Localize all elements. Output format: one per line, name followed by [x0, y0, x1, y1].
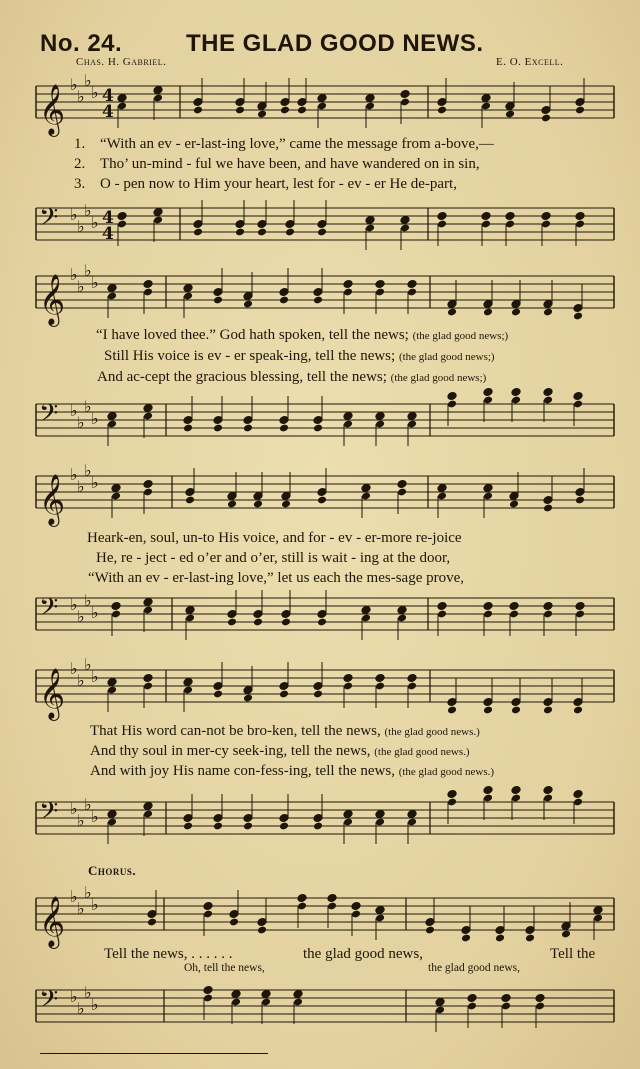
time-signature: 4	[102, 224, 114, 244]
note-head	[343, 674, 353, 683]
note-head	[407, 674, 417, 683]
note-head	[511, 388, 521, 397]
note-head	[343, 810, 353, 819]
note-head	[243, 822, 253, 831]
note-head	[117, 94, 127, 103]
note-head	[107, 284, 117, 293]
note-head	[573, 790, 583, 799]
note-head	[183, 284, 193, 293]
bass-staff-3	[0, 588, 640, 648]
note-head	[317, 94, 327, 103]
note-head	[511, 308, 521, 317]
flat-icon: ♭	[84, 397, 92, 416]
note-head	[243, 300, 253, 309]
note-head	[561, 930, 571, 939]
note-head	[313, 822, 323, 831]
note-head	[425, 926, 435, 935]
flat-icon: ♭	[77, 899, 85, 918]
note-head	[573, 392, 583, 401]
note-head	[281, 618, 291, 627]
flat-icon: ♭	[77, 277, 85, 296]
note-head	[231, 990, 241, 999]
note-head	[297, 894, 307, 903]
flat-icon: ♭	[77, 413, 85, 432]
note-head	[107, 678, 117, 687]
verse-line: And ac-cept the gracious blessing, tell the news; (the glad good news;)	[97, 369, 487, 385]
bass-staff-1	[0, 196, 640, 256]
note-head	[193, 106, 203, 115]
note-head	[351, 902, 361, 911]
note-head	[361, 606, 371, 615]
note-head	[525, 934, 535, 943]
flat-icon: ♭	[84, 655, 92, 674]
bass-clef-icon: 𝄢	[39, 203, 59, 238]
flat-icon: ♭	[91, 895, 99, 914]
note-head	[147, 918, 157, 927]
note-head	[461, 934, 471, 943]
flat-icon: ♭	[91, 409, 99, 428]
note-head	[279, 690, 289, 699]
composer-credit: E. O. Excell.	[496, 56, 564, 68]
note-head	[313, 296, 323, 305]
treble-staff-chorus	[0, 880, 640, 950]
flat-icon: ♭	[70, 659, 78, 678]
note-head	[535, 994, 545, 1003]
hymn-number: No. 24.	[40, 30, 123, 57]
note-head	[483, 484, 493, 493]
note-head	[185, 496, 195, 505]
note-head	[143, 598, 153, 607]
note-head	[143, 674, 153, 683]
note-head	[317, 618, 327, 627]
treble-clef-icon: 𝄞	[39, 474, 66, 525]
note-head	[437, 212, 447, 221]
note-head	[375, 810, 385, 819]
note-head	[257, 228, 267, 237]
note-head	[227, 618, 237, 627]
note-head	[279, 296, 289, 305]
flat-icon: ♭	[77, 811, 85, 830]
flat-icon: ♭	[84, 261, 92, 280]
treble-staff-1	[0, 71, 640, 138]
note-head	[203, 902, 213, 911]
note-head	[501, 994, 511, 1003]
flat-icon: ♭	[84, 591, 92, 610]
note-head	[575, 106, 585, 115]
bass-clef-icon: 𝄢	[39, 797, 59, 832]
note-head	[243, 694, 253, 703]
note-head	[235, 228, 245, 237]
copyright-rule	[40, 1053, 268, 1054]
verse-line: He, re - ject - ed o’er and o’er, still is wait - ing at the door,	[96, 550, 451, 566]
note-head	[483, 308, 493, 317]
note-head	[483, 602, 493, 611]
note-head	[407, 810, 417, 819]
note-head	[481, 212, 491, 221]
note-head	[285, 228, 295, 237]
note-head	[511, 706, 521, 715]
note-head	[317, 228, 327, 237]
verse-line: And with joy His name con-fess-ing, tell the news, (the glad good news.)	[90, 763, 495, 779]
note-head	[153, 86, 163, 95]
note-head	[495, 934, 505, 943]
note-head	[117, 212, 127, 221]
note-head	[447, 790, 457, 799]
note-head	[505, 110, 515, 119]
time-signature: 4	[102, 208, 114, 228]
note-head	[365, 94, 375, 103]
lyricist-credit: Chas. H. Gabriel.	[76, 56, 167, 68]
note-head	[143, 404, 153, 413]
chorus-line: Tell the	[550, 946, 596, 962]
note-head	[481, 94, 491, 103]
note-head	[365, 216, 375, 225]
note-head	[573, 706, 583, 715]
verse-line: Heark-en, soul, un-to His voice, and for - ev - er-more re-joice	[87, 530, 462, 546]
note-head	[281, 500, 291, 509]
flat-icon: ♭	[70, 75, 78, 94]
flat-icon: ♭	[77, 999, 85, 1018]
flat-icon: ♭	[91, 213, 99, 232]
note-head	[257, 926, 267, 935]
flat-icon: ♭	[84, 883, 92, 902]
treble-clef-icon: 𝄞	[39, 274, 66, 325]
note-head	[213, 296, 223, 305]
flat-icon: ♭	[77, 671, 85, 690]
flat-icon: ♭	[84, 983, 92, 1002]
bass-clef-icon: 𝄢	[39, 985, 59, 1020]
note-head	[203, 986, 213, 995]
note-head	[183, 424, 193, 433]
hymn-title: THE GLAD GOOD NEWS.	[186, 30, 484, 57]
note-head	[375, 412, 385, 421]
flat-icon: ♭	[91, 603, 99, 622]
note-head	[313, 424, 323, 433]
note-head	[543, 388, 553, 397]
flat-icon: ♭	[70, 205, 78, 224]
note-head	[483, 786, 493, 795]
flat-icon: ♭	[84, 201, 92, 220]
flat-icon: ♭	[84, 71, 92, 90]
note-head	[543, 308, 553, 317]
note-head	[193, 228, 203, 237]
flat-icon: ♭	[91, 273, 99, 292]
note-head	[400, 216, 410, 225]
note-head	[257, 110, 267, 119]
note-head	[111, 602, 121, 611]
note-head	[111, 484, 121, 493]
note-head	[447, 392, 457, 401]
bass-staff-chorus	[0, 978, 640, 1040]
note-head	[107, 810, 117, 819]
note-head	[143, 802, 153, 811]
bass-clef-icon: 𝄢	[39, 399, 59, 434]
note-head	[253, 500, 263, 509]
note-head	[400, 90, 410, 99]
note-head	[543, 706, 553, 715]
note-head	[227, 500, 237, 509]
note-head	[437, 602, 447, 611]
note-head	[317, 496, 327, 505]
time-signature: 4	[102, 86, 114, 106]
note-head	[261, 990, 271, 999]
note-head	[437, 484, 447, 493]
chorus-subline: Oh, tell the news,	[184, 962, 265, 974]
flat-icon: ♭	[84, 795, 92, 814]
note-head	[511, 786, 521, 795]
verse-line: And thy soul in mer-cy seek-ing, tell the news, (the glad good news.)	[90, 743, 470, 759]
note-head	[183, 822, 193, 831]
verse-line: 3. O - pen now to Him your heart, lest for - ev - er He de-part,	[74, 176, 457, 192]
treble-clef-icon: 𝄞	[39, 668, 66, 719]
note-head	[253, 618, 263, 627]
bass-clef-icon: 𝄢	[39, 593, 59, 628]
note-head	[573, 312, 583, 321]
note-head	[361, 484, 371, 493]
note-head	[293, 990, 303, 999]
chorus-label: Chorus.	[88, 863, 137, 878]
note-head	[483, 388, 493, 397]
note-head	[575, 602, 585, 611]
note-head	[143, 480, 153, 489]
note-head	[397, 606, 407, 615]
note-head	[213, 424, 223, 433]
bass-staff-4	[0, 784, 640, 862]
note-head	[575, 496, 585, 505]
flat-icon: ♭	[70, 799, 78, 818]
flat-icon: ♭	[91, 83, 99, 102]
treble-staff-4	[0, 655, 640, 730]
verse-line: 1. “With an ev - er-last-ing love,” came the message from a-bove,—	[74, 136, 494, 152]
verse-line: 2. Tho’ un-mind - ful we have been, and have wandered on in sin,	[74, 156, 480, 172]
flat-icon: ♭	[91, 807, 99, 826]
note-head	[213, 690, 223, 699]
note-head	[543, 786, 553, 795]
note-head	[343, 412, 353, 421]
note-head	[313, 690, 323, 699]
note-head	[279, 424, 289, 433]
note-head	[509, 602, 519, 611]
flat-icon: ♭	[70, 887, 78, 906]
note-head	[505, 212, 515, 221]
flat-icon: ♭	[70, 987, 78, 1006]
note-head	[543, 504, 553, 513]
flat-icon: ♭	[77, 607, 85, 626]
flat-icon: ♭	[70, 265, 78, 284]
flat-icon: ♭	[70, 595, 78, 614]
note-head	[447, 308, 457, 317]
note-head	[593, 906, 603, 915]
note-head	[435, 998, 445, 1007]
note-head	[541, 212, 551, 221]
note-head	[235, 106, 245, 115]
verse-line: “I have loved thee.” God hath spoken, tell the news; (the glad good news;)	[96, 327, 509, 343]
flat-icon: ♭	[91, 667, 99, 686]
flat-icon: ♭	[91, 473, 99, 492]
note-head	[153, 208, 163, 217]
note-head	[407, 280, 417, 289]
flat-icon: ♭	[70, 401, 78, 420]
flat-icon: ♭	[91, 995, 99, 1014]
note-head	[343, 280, 353, 289]
note-head	[327, 894, 337, 903]
flat-icon: ♭	[77, 87, 85, 106]
verse-line: Still His voice is ev - er speak-ing, tell the news; (the glad good news;)	[104, 348, 495, 364]
flat-icon: ♭	[77, 217, 85, 236]
note-head	[107, 412, 117, 421]
note-head	[183, 678, 193, 687]
note-head	[280, 106, 290, 115]
note-head	[297, 106, 307, 115]
treble-staff-3	[0, 461, 640, 528]
treble-clef-icon: 𝄞	[39, 896, 66, 947]
note-head	[185, 606, 195, 615]
verse-line: “With an ev - er-last-ing love,” let us each the mes-sage prove,	[88, 570, 465, 586]
flat-icon: ♭	[70, 465, 78, 484]
note-head	[397, 480, 407, 489]
note-head	[213, 822, 223, 831]
note-head	[437, 106, 447, 115]
note-head	[375, 906, 385, 915]
treble-clef-icon: 𝄞	[39, 84, 66, 135]
chorus-line: Tell the news, . . . . . .	[104, 946, 233, 962]
note-head	[575, 212, 585, 221]
chorus-subline: the glad good news,	[428, 962, 520, 974]
time-signature: 4	[102, 102, 114, 122]
verse-line: That His word can-not be bro-ken, tell the news, (the glad good news.)	[90, 723, 480, 739]
note-head	[229, 918, 239, 927]
note-head	[483, 706, 493, 715]
note-head	[541, 114, 551, 123]
note-head	[243, 424, 253, 433]
note-head	[375, 674, 385, 683]
flat-icon: ♭	[84, 461, 92, 480]
bass-staff-2	[0, 388, 640, 458]
treble-staff-2	[0, 261, 640, 328]
chorus-line: the glad good news,	[303, 946, 423, 962]
note-head	[543, 602, 553, 611]
note-head	[509, 500, 519, 509]
note-head	[467, 994, 477, 1003]
note-head	[279, 822, 289, 831]
note-head	[407, 412, 417, 421]
note-head	[375, 280, 385, 289]
note-head	[447, 706, 457, 715]
flat-icon: ♭	[77, 477, 85, 496]
note-head	[143, 280, 153, 289]
